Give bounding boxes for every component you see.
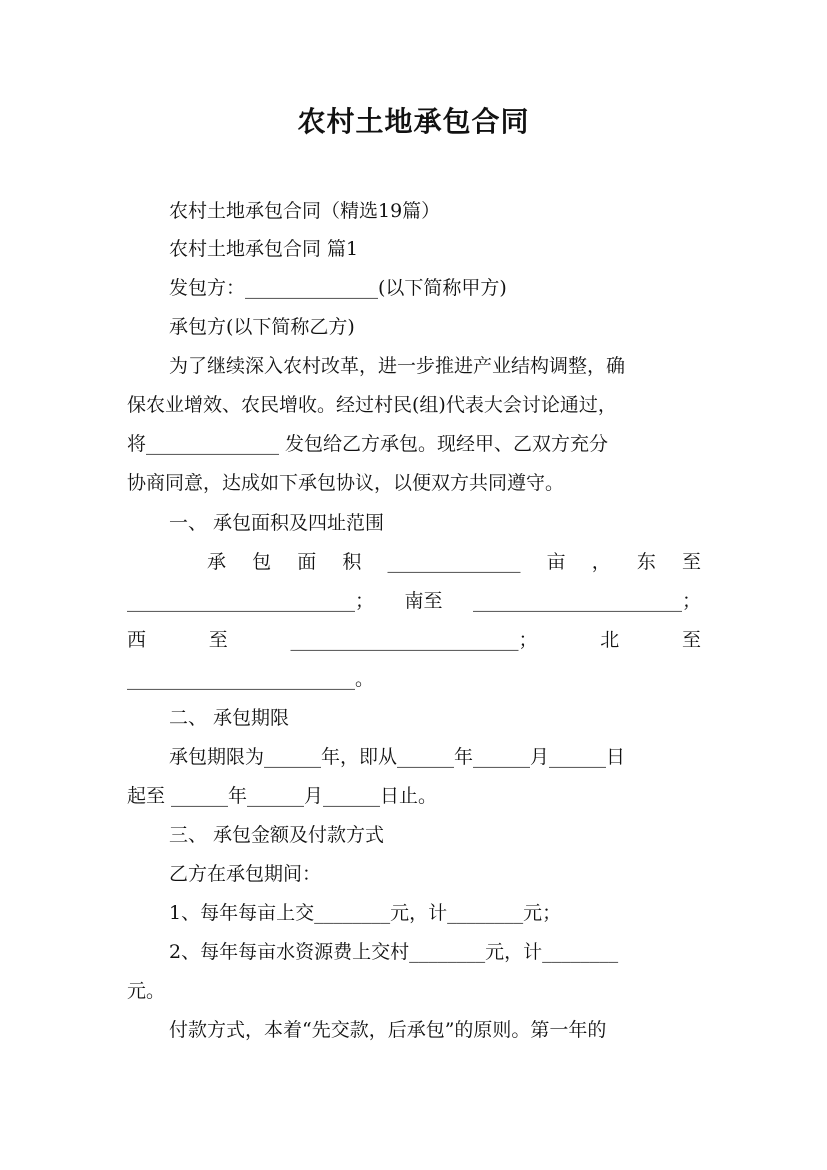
clause-heading-1: 一、 承包面积及四址范围 bbox=[169, 512, 385, 534]
area-text: 至 bbox=[681, 551, 701, 573]
payment-method-line: 付款方式，本着“先交款，后承包”的原则。第一年的 bbox=[169, 1019, 607, 1041]
area-unit: 亩 bbox=[546, 551, 566, 573]
term-line: 承包期限为______年，即从______年______月______日 bbox=[169, 746, 626, 768]
south-label: 南至 bbox=[404, 590, 443, 612]
area-text: 积 bbox=[342, 551, 362, 573]
paragraph-line: 协商同意，达成如下承包协议，以便双方共同遵守。 bbox=[127, 472, 565, 494]
payment-item-2-cont: 元。 bbox=[127, 980, 166, 1002]
west-label-char: 西 bbox=[127, 629, 147, 651]
payment-intro: 乙方在承包期间： bbox=[169, 863, 322, 885]
paragraph-line: 保农业增效、农民增收。经过村民(组)代表大会讨论通过， bbox=[127, 394, 617, 416]
party-a-line: 发包方：______________(以下简称甲方) bbox=[169, 277, 507, 299]
paragraph-line: 将______________ 发包给乙方承包。现经甲、乙双方充分 bbox=[127, 433, 609, 455]
area-row-2 bbox=[127, 586, 701, 616]
area-text: ， bbox=[591, 551, 611, 573]
area-row-1 bbox=[207, 547, 701, 577]
north-boundary-blank: ________________________。 bbox=[127, 668, 375, 690]
area-text: 面 bbox=[297, 551, 317, 573]
north-label-char: 至 bbox=[681, 629, 701, 651]
area-text: 承 bbox=[207, 551, 227, 573]
payment-item-2: 2、每年每亩水资源费上交村________元，计________ bbox=[169, 941, 619, 963]
area-text: 包 bbox=[252, 551, 272, 573]
party-b-line: 承包方(以下简称乙方) bbox=[169, 316, 355, 338]
east-boundary-blank: ________________________； bbox=[127, 590, 375, 612]
south-boundary-blank: ______________________； bbox=[472, 590, 701, 612]
area-text: 东 bbox=[636, 551, 656, 573]
area-blank: ______________ bbox=[387, 551, 521, 573]
section-heading-line: 农村土地承包合同 篇1 bbox=[169, 238, 359, 260]
subtitle-line: 农村土地承包合同（精选19篇） bbox=[169, 200, 441, 222]
term-line: 起至 ______年______月______日止。 bbox=[127, 785, 438, 807]
document-title: 农村土地承包合同 bbox=[297, 105, 530, 138]
clause-heading-2: 二、 承包期限 bbox=[169, 707, 290, 729]
paragraph-line: 为了继续深入农村改革，进一步推进产业结构调整，确 bbox=[169, 355, 626, 377]
area-row-3 bbox=[127, 625, 701, 655]
west-label-char: 至 bbox=[208, 629, 228, 651]
clause-heading-3: 三、 承包金额及付款方式 bbox=[169, 824, 385, 846]
payment-item-1: 1、每年每亩上交________元，计________元； bbox=[169, 902, 562, 924]
west-boundary-blank: ________________________； bbox=[290, 629, 538, 651]
north-label-char: 北 bbox=[600, 629, 620, 651]
